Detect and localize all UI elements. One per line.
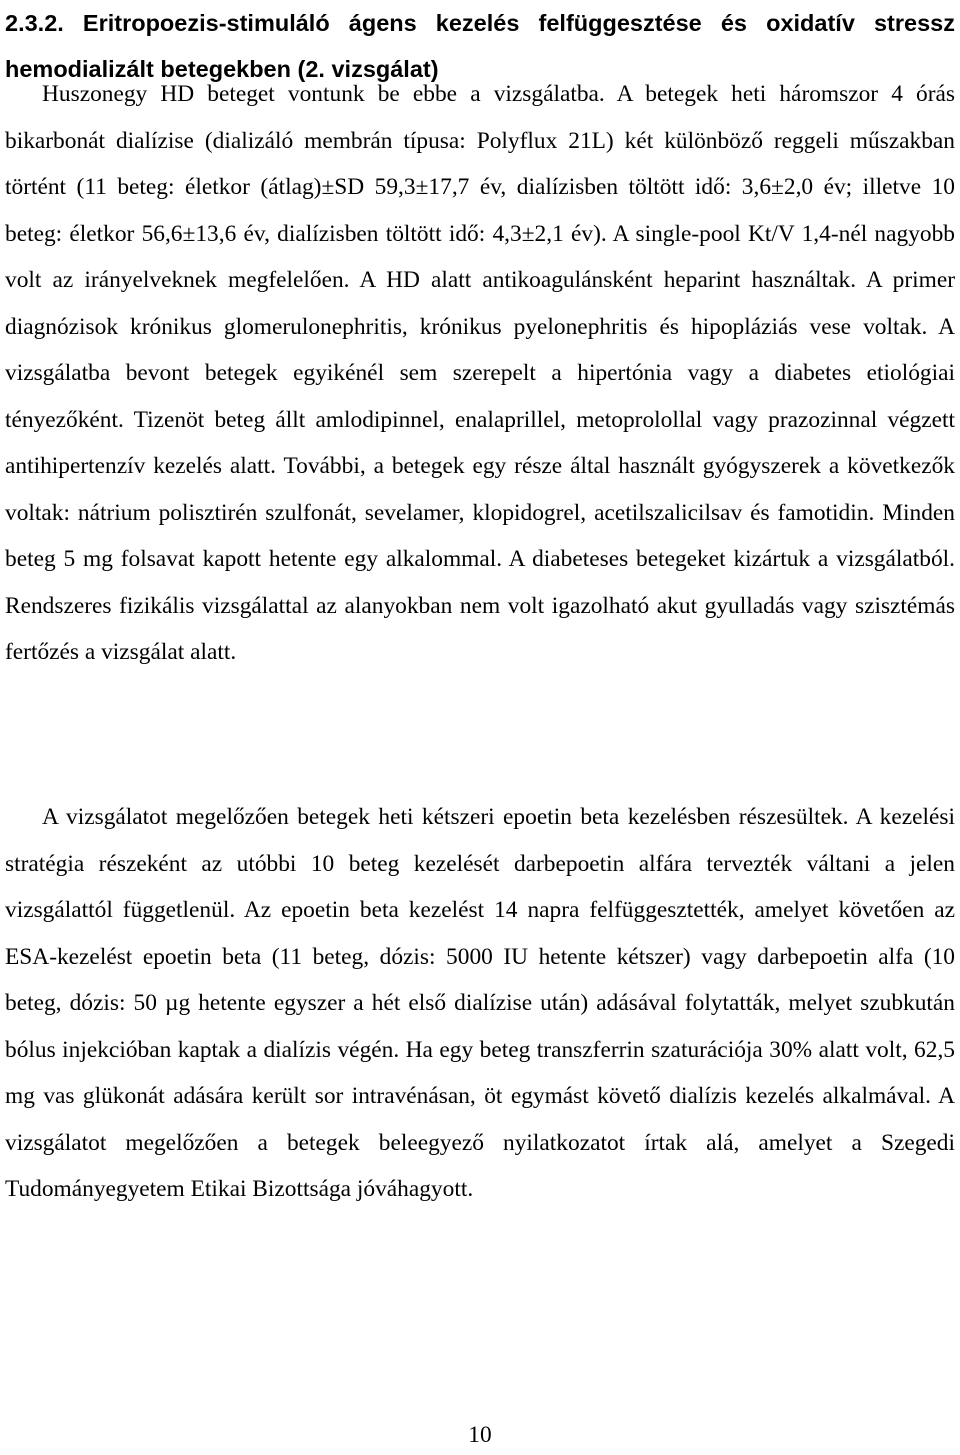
- section-heading: 2.3.2. Eritropoezis-stimuláló ágens kezelés felfüggesztése és oxidatív stressz hemodializált betegekben (2. vizsgálat): [5, 10, 955, 82]
- paragraph-study-population: [5, 71, 955, 676]
- page-number: 10: [468, 1422, 492, 1448]
- paragraph-treatment-protocol: [5, 794, 955, 1213]
- paragraph-text: Huszonegy HD beteget vontunk be ebbe a vizsgálatba. A betegek heti háromszor 4 órás bikarbonát dialízise (dializáló membrán típusa: Polyflux 21L) két különböző reggeli műszakban történt (11 beteg: életkor (átlag)±SD 59,3±17,7 év, dialízisben töltött idő: 3,6±2,0 év; illetve 10 beteg: életkor 56,6±13,6 év, dialízisben töltött idő: 4,3±2,1 év). A single-pool Kt/V 1,4-nél nagyobb volt az irányelveknek megfelelően. A HD alatt antikoagulánsként heparint használtak. A primer diagnózisok krónikus glomerulonephritis, krónikus pyelonephritis és hipopláziás vese voltak. A vizsgálatba bevont betegek egyikénél sem szerepelt a hipertónia vagy a diabetes etiológiai tényezőként. Tizenöt beteg állt amlodipinnel, enalaprillel, metoprolollal vagy prazozinnal végzett antihipertenzív kezelés alatt. További, a betegek egy része által használt gyógyszerek a következők voltak: nátrium polisztirén szulfonát, sevelamer, klopidogrel, acetilszalicilsav és famotidin. Minden beteg 5 mg folsavat kapott hetente egy alkalommal. A diabeteses betegeket kizártuk a vizsgálatból. Rendszeres fizikális vizsgálattal az alanyokban nem volt igazolható akut gyulladás vagy szisztémás fertőzés a vizsgálat alatt.: [5, 81, 955, 665]
- paragraph-text: A vizsgálatot megelőzően betegek heti kétszeri epoetin beta kezelésben részesültek. A kezelési stratégia részeként az utóbbi 10 beteg kezelését darbepoetin alfára tervezték váltani a jelen vizsgálattól függetlenül. Az epoetin beta kezelést 14 napra felfüggesztették, amelyet követően az ESA-kezelést epoetin beta (11 beteg, dózis: 5000 IU hetente kétszer) vagy darbepoetin alfa (10 beteg, dózis: 50 µg hetente egyszer a hét első dialízise után) adásával folytatták, melyet szubkután bólus injekcióban kaptak a dialízis végén. Ha egy beteg transzferrin szaturációja 30% alatt volt, 62,5 mg vas glükonát adására került sor intravénásan, öt egymást követő dialízis kezelés alkalmával. A vizsgálatot megelőzően a betegek beleegyező nyilatkozatot írtak alá, amelyet a Szegedi Tudományegyetem Etikai Bizottsága jóváhagyott.: [5, 804, 955, 1202]
